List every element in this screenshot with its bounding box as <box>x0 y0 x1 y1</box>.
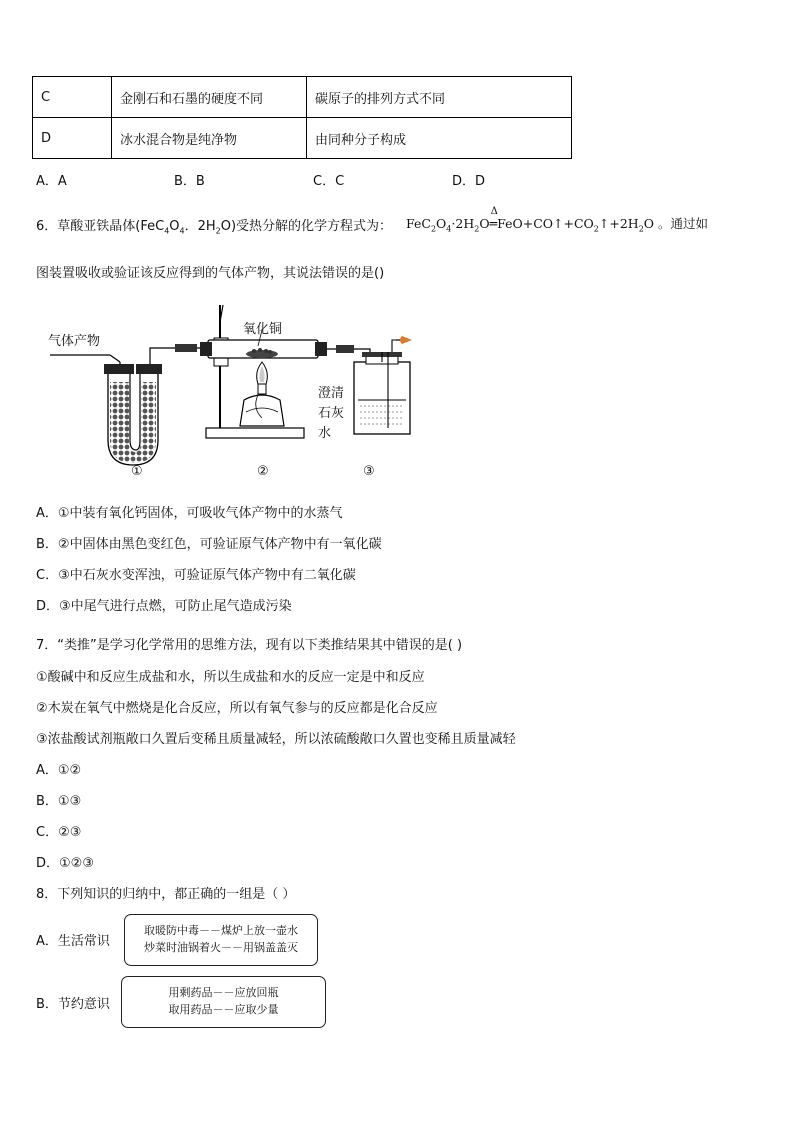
sub: 4 <box>446 224 452 234</box>
sub: 2 <box>638 224 644 234</box>
q8-a-line-2: 炒菜时油锅着火－－用锅盖盖灭 <box>144 941 298 954</box>
q5-option-d: D．D <box>452 174 486 189</box>
sub: 2 <box>474 224 480 234</box>
q7-item-2: ②木炭在氧气中燃烧是化合反应，所以有氧气参与的反应都是化合反应 <box>36 701 438 716</box>
q7-option-b: B．①③ <box>36 794 82 809</box>
limewater-label-2: 石灰 <box>318 406 345 421</box>
eq-part: FeC <box>406 216 431 231</box>
q6-equation <box>406 206 709 234</box>
row-label: D <box>33 118 112 159</box>
sub: 2 <box>430 224 437 234</box>
table-row <box>33 77 572 118</box>
q7-stem: 7．“类推”是学习化学常用的思维方法，现有以下类推结果其中错误的是( ) <box>36 638 463 653</box>
row-reason: 碳原子的排列方式不同 <box>307 77 572 118</box>
equals-symbol: ═ <box>489 216 498 231</box>
q5-option-c: C．C <box>313 174 345 189</box>
combustion-tube <box>200 340 327 358</box>
eq-part: ↑+2H <box>598 216 639 231</box>
eq-part: O 。通过如 <box>643 216 709 231</box>
sub: 4 <box>164 226 170 236</box>
row-fact: 金刚石和石墨的硬度不同 <box>112 77 307 118</box>
q6-stem-line2: 图装置吸收或验证该反应得到的气体产物，其说法错误的是() <box>36 266 385 281</box>
gas-product-label: 气体产物 <box>48 334 101 349</box>
q5-option-b: B．B <box>174 174 205 189</box>
eq-part: O <box>436 216 447 231</box>
q8-b-line-2: 取用药品－－应取少量 <box>168 1003 279 1016</box>
q6-option-b: B．②中固体由黑色变红色，可验证原气体产物中有一氧化碳 <box>36 537 382 552</box>
row-fact: 冰水混合物是纯净物 <box>112 118 307 159</box>
table-row <box>33 118 572 159</box>
apparatus-2-label: ② <box>257 464 269 479</box>
q7-option-c: C．②③ <box>36 825 82 840</box>
eq-part: FeO+CO↑+CO <box>497 216 594 231</box>
q8-option-a-label: A．生活常识 <box>36 934 110 949</box>
q8-a-line-1: 取暖防中毒－－煤炉上放一壶水 <box>144 924 298 937</box>
q8-b-line-1: 用剩药品－－应放回瓶 <box>168 986 279 999</box>
q6-stem-line1 <box>36 215 392 236</box>
q8-option-b-box <box>121 976 326 1028</box>
alcohol-lamp <box>240 362 284 426</box>
gas-washing-bottle <box>354 340 410 434</box>
q6-option-a: A．①中装有氧化钙固体，可吸收气体产物中的水蒸气 <box>36 506 343 521</box>
q7-option-a: A．①② <box>36 763 82 778</box>
sub: 4 <box>179 226 185 236</box>
q6-option-d: D．③中尾气进行点燃，可防止尾气造成污染 <box>36 599 292 614</box>
q7-option-d: D．①②③ <box>36 856 94 871</box>
q5-option-a: A．A <box>36 174 67 189</box>
limewater-label-3: 水 <box>318 426 332 441</box>
apparatus-diagram <box>40 300 420 490</box>
q6-text: O <box>169 219 180 234</box>
eq-part: O <box>479 216 490 231</box>
q8-stem: 8．下列知识的归纳中，都正确的一组是（ ） <box>36 887 296 902</box>
u-tube <box>104 364 162 465</box>
heat-equals-sign <box>489 206 498 231</box>
apparatus-1-label: ① <box>131 464 143 479</box>
cuo-label: 氧化铜 <box>243 322 283 337</box>
sub: 2 <box>593 224 599 234</box>
row-label: C <box>33 77 112 118</box>
q6-text: ．2H <box>184 219 216 234</box>
flame-icon <box>400 336 412 344</box>
row-reason: 由同种分子构成 <box>307 118 572 159</box>
comparison-table <box>32 76 572 159</box>
eq-part: ·2H <box>451 216 475 231</box>
q6-option-c: C．③中石灰水变浑浊，可验证原气体产物中有二氧化碳 <box>36 568 356 583</box>
q7-item-3: ③浓盐酸试剂瓶敞口久置后变稀且质量减轻，所以浓硫酸敞口久置也变稀且质量减轻 <box>36 732 516 747</box>
q6-prefix: 6．草酸亚铁晶体(FeC <box>36 219 165 234</box>
limewater-label-1: 澄清 <box>318 386 345 401</box>
q8-option-a-box <box>124 914 318 966</box>
q6-text: O)受热分解的化学方程式为： <box>220 219 393 234</box>
q7-item-1: ①酸碱中和反应生成盐和水，所以生成盐和水的反应一定是中和反应 <box>36 670 425 685</box>
delta-symbol: Δ <box>490 206 498 217</box>
q8-option-b-label: B．节约意识 <box>36 997 110 1012</box>
apparatus-3-label: ③ <box>363 464 375 479</box>
sub: 2 <box>215 226 221 236</box>
